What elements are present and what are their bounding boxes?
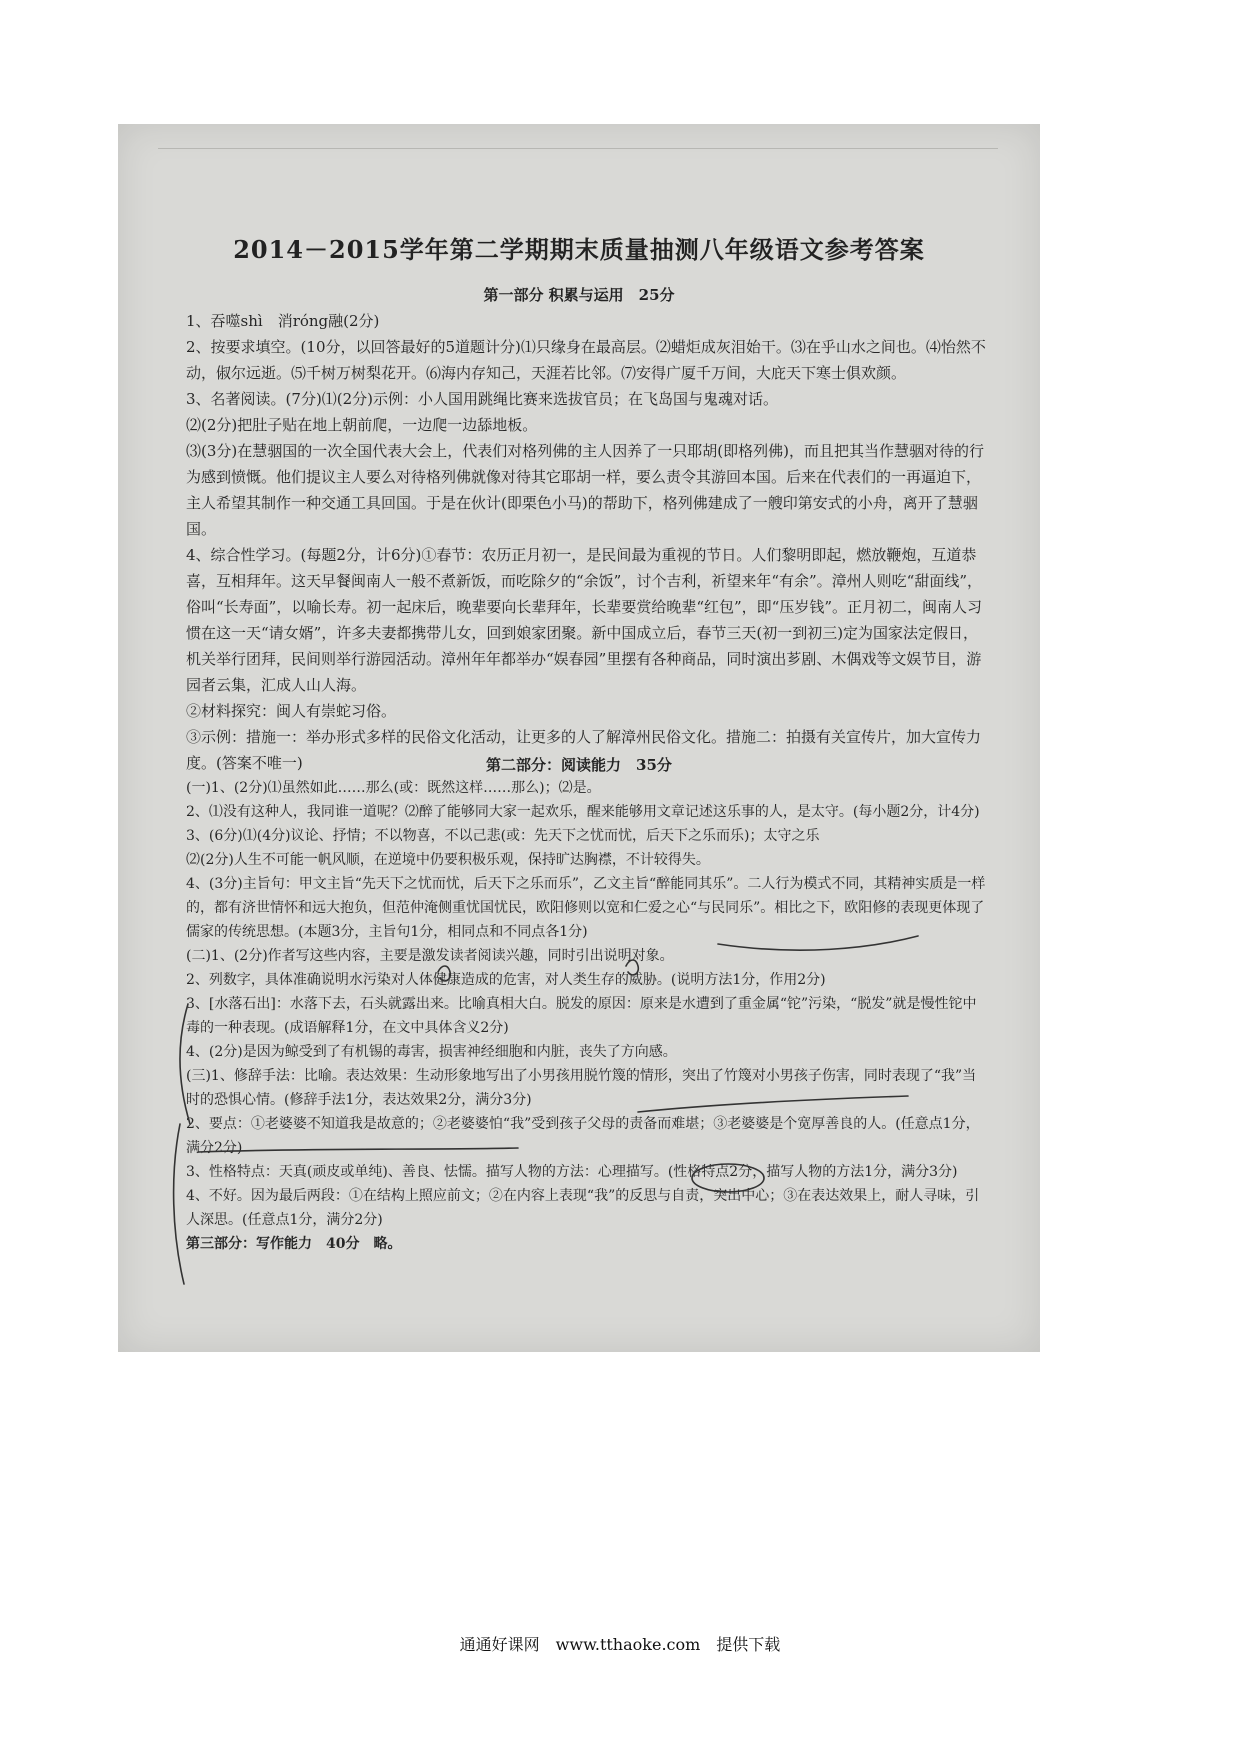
download-footer: 通通好课网 www.tthaoke.com 提供下载: [459, 1635, 781, 1654]
part2-heading: 第二部分：阅读能力 35分: [486, 756, 672, 774]
part2-paragraph: 3、(6分)⑴(4分)议论、抒情；不以物喜，不以己悲(或：先天下之忧而忧，后天下之乐而乐)；太守之乐: [186, 828, 820, 844]
part1-paragraph: ⑵(2分)把肚子贴在地上朝前爬，一边爬一边舔地板。: [186, 416, 538, 434]
part2-paragraph: 2、列数字，具体准确说明水污染对人体健康造成的危害，对人类生存的威胁。(说明方法1分，作用2分): [186, 972, 826, 988]
part2-paragraph: 4、(3分)主旨句：甲文主旨“先天下之忧而忧，后天下之乐而乐”，乙文主旨“醉能同其乐”。二人行为模式不同，其精神实质是一样的，都有济世情怀和远大抱负，但范仲淹侧重忧国忧民，欧阳修则以宽和仁爱之心“与民同乐”。相比之下，欧阳修的表现更体现了儒家的传统思想。(本题3分，主旨句1分，相同点和不同点各1分): [186, 876, 986, 940]
part2-paragraph: 2、要点：①老婆婆不知道我是故意的；②老婆婆怕“我”受到孩子父母的责备而难堪；③老婆婆是个宽厚善良的人。(任意点1分，满分2分): [186, 1116, 980, 1156]
part2-paragraph: (一)1、(2分)⑴虽然如此……那么(或：既然这样……那么)；⑵是。: [186, 780, 601, 796]
part2-paragraph: 4、(2分)是因为鲸受到了有机锡的毒害，损害神经细胞和内脏，丧失了方向感。: [186, 1044, 677, 1060]
part3-line: 第三部分：写作能力 40分 略。: [186, 1236, 402, 1252]
scanned-answer-sheet: [118, 124, 1040, 1352]
part1-paragraph: ②材料探究：闽人有崇蛇习俗。: [186, 702, 397, 720]
document-title: 2014－2015学年第二学期期末质量抽测八年级语文参考答案: [233, 235, 925, 264]
part2-body: [186, 776, 986, 1256]
part2-paragraph: 3、性格特点：天真(顽皮或单纯)、善良、怯懦。描写人物的方法：心理描写。(性格特点2分，描写人物的方法1分，满分3分): [186, 1164, 958, 1180]
part1-paragraph: ⑶(3分)在慧骃国的一次全国代表大会上，代表们对格列佛的主人因养了一只耶胡(即格列佛)，而且把其当作慧骃对待的行为感到愤慨。他们提议主人要么对待格列佛就像对待其它耶胡一样，要么责令其游回本国。后来在代表们的一再逼迫下，主人希望其制作一种交通工具回国。于是在伙计(即栗色小马)的帮助下，格列佛建成了一艘印第安式的小舟，离开了慧骃国。: [186, 442, 984, 538]
part2-paragraph: (三)1、修辞手法：比喻。表达效果：生动形象地写出了小男孩用脱竹篾的情形，突出了竹篾对小男孩子伤害，同时表现了“我”当时的恐惧心情。(修辞手法1分，表达效果2分，满分3分): [186, 1068, 977, 1108]
part2-paragraph: (二)1、(2分)作者写这些内容，主要是激发读者阅读兴趣，同时引出说明对象。: [186, 948, 674, 964]
part1-paragraph: 1、吞噬shì 消róng融(2分): [186, 312, 380, 330]
part1-body: [186, 308, 986, 776]
part2-paragraph: ⑵(2分)人生不可能一帆风顺，在逆境中仍要积极乐观，保持旷达胸襟，不计较得失。: [186, 852, 710, 868]
part1-heading: 第一部分 积累与运用 25分: [483, 286, 675, 304]
part1-paragraph: 3、名著阅读。(7分)⑴(2分)示例：小人国用跳绳比赛来选拔官员；在飞岛国与鬼魂对话。: [186, 390, 779, 408]
part1-paragraph: 4、综合性学习。(每题2分，计6分)①春节：农历正月初一，是民间最为重视的节日。人们黎明即起，燃放鞭炮，互道恭喜，互相拜年。这天早餐闽南人一般不煮新饭，而吃除夕的“余饭”，讨个吉利，祈望来年“有余”。漳州人则吃“甜面线”，俗叫“长寿面”，以喻长寿。初一起床后，晚辈要向长辈拜年，长辈要赏给晚辈“红包”，即“压岁钱”。正月初二，闽南人习惯在这一天“请女婿”，许多夫妻都携带儿女，回到娘家团聚。新中国成立后，春节三天(初一到初三)定为国家法定假日，机关举行团拜，民间则举行游园活动。漳州年年都举办“娱春园”里摆有各种商品，同时演出芗剧、木偶戏等文娱节目，游园者云集，汇成人山人海。: [186, 546, 983, 694]
part2-paragraph: 4、不好。因为最后两段：①在结构上照应前文；②在内容上表现“我”的反思与自责，突出中心；③在表达效果上，耐人寻味，引人深思。(任意点1分，满分2分): [186, 1188, 980, 1228]
part2-paragraph: 2、⑴没有这种人，我同谁一道呢？⑵醉了能够同大家一起欢乐，醒来能够用文章记述这乐事的人，是太守。(每小题2分，计4分): [186, 804, 980, 820]
pen-bracket: [174, 1124, 184, 1284]
top-rule: [158, 148, 998, 149]
part1-paragraph: ③示例：措施一：举办形式多样的民俗文化活动，让更多的人了解漳州民俗文化。措施二：拍摄有关宣传片，加大宣传力度。(答案不唯一): [186, 728, 982, 772]
part1-paragraph: 2、按要求填空。(10分，以回答最好的5道题计分)⑴只缘身在最高层。⑵蜡炬成灰泪始干。⑶在乎山水之间也。⑷怡然不动，俶尔远逝。⑸千树万树梨花开。⑹海内存知己，天涯若比邻。⑺安得广厦千万间，大庇天下寒士俱欢颜。: [186, 338, 986, 382]
part2-paragraph: 3、[水落石出]：水落下去，石头就露出来。比喻真相大白。脱发的原因：原来是水遭到了重金属“铊”污染，“脱发”就是慢性铊中毒的一种表现。(成语解释1分，在文中具体含义2分): [186, 996, 977, 1036]
